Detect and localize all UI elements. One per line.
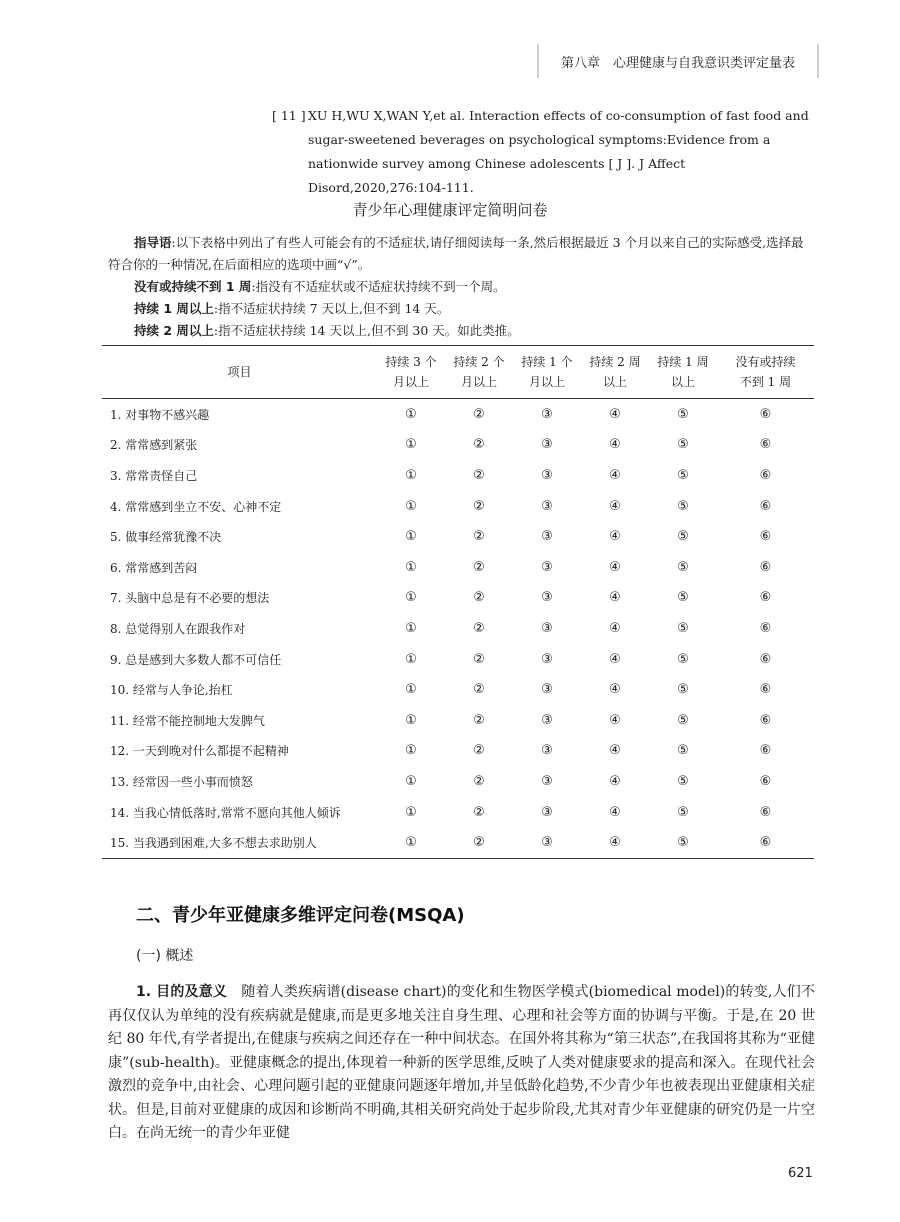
option-choice[interactable]: ③ bbox=[541, 498, 553, 514]
definition-term: 持续 1 周以上 bbox=[134, 301, 214, 316]
item-label: 10. 经常与人争论,抬杠 bbox=[110, 683, 233, 698]
subsection-title: (一) 概述 bbox=[136, 948, 194, 964]
option-choice[interactable]: ② bbox=[473, 498, 485, 514]
option-choice[interactable]: ⑥ bbox=[759, 406, 772, 422]
column-header: 持续 2 个 月以上 bbox=[453, 355, 505, 389]
item-column-header: 项目 bbox=[227, 365, 252, 379]
item-label: 2. 常常感到紧张 bbox=[110, 438, 198, 453]
reference-text: XU H,WU X,WAN Y,et al. Interaction effects of co-consumption of fast food and sugar-sweetened beverages on psychological symptoms:Evidence from a nationwide survey among Chinese adolescents [ J ]. J Affect Disord,2020,276:104-111. bbox=[308, 108, 809, 195]
table-row bbox=[102, 736, 814, 767]
item-label: 6. 常常感到苦闷 bbox=[110, 560, 198, 575]
option-choice[interactable]: ④ bbox=[609, 437, 621, 453]
option-choice[interactable]: ⑥ bbox=[759, 804, 772, 820]
item-label: 1. 对事物不感兴趣 bbox=[110, 407, 210, 422]
table-row bbox=[102, 460, 814, 491]
option-choice[interactable]: ② bbox=[473, 620, 485, 636]
definition-text: :指没有不适症状或不适症状持续不到一个周。 bbox=[251, 279, 506, 294]
option-choice[interactable]: ① bbox=[405, 559, 417, 575]
column-header: 持续 1 周 以上 bbox=[657, 355, 709, 389]
option-choice[interactable]: ② bbox=[473, 682, 485, 698]
option-choice[interactable]: ② bbox=[473, 712, 485, 728]
table-row bbox=[102, 674, 814, 705]
option-choice[interactable]: ③ bbox=[541, 529, 553, 545]
option-choice[interactable]: ⑤ bbox=[677, 620, 689, 636]
body-paragraph bbox=[108, 981, 815, 1146]
item-label: 12. 一天到晚对什么都提不起精神 bbox=[110, 744, 289, 759]
option-choice[interactable]: ② bbox=[473, 835, 485, 851]
option-choice[interactable]: ⑤ bbox=[677, 804, 689, 820]
option-choice[interactable]: ② bbox=[473, 529, 485, 545]
option-choice[interactable]: ④ bbox=[609, 529, 621, 545]
option-choice[interactable]: ⑥ bbox=[759, 620, 772, 636]
option-choice[interactable]: ③ bbox=[541, 590, 553, 606]
option-choice[interactable]: ⑥ bbox=[759, 467, 772, 483]
option-choice[interactable]: ③ bbox=[541, 804, 553, 820]
option-choice[interactable]: ① bbox=[405, 406, 417, 422]
table-row bbox=[102, 552, 814, 583]
option-choice[interactable]: ② bbox=[473, 406, 485, 422]
table-row bbox=[102, 583, 814, 614]
guide-label: 指导语 bbox=[134, 235, 172, 250]
column-header: 没有或持续 不到 1 周 bbox=[735, 355, 796, 389]
option-choice[interactable]: ⑥ bbox=[759, 529, 772, 545]
item-label: 8. 总觉得别人在跟我作对 bbox=[110, 621, 246, 636]
option-choice[interactable]: ② bbox=[473, 590, 485, 606]
option-choice[interactable]: ⑥ bbox=[759, 773, 772, 789]
table-row bbox=[102, 521, 814, 552]
option-choice[interactable]: ③ bbox=[541, 406, 553, 422]
definition-text: :指不适症状持续 7 天以上,但不到 14 天。 bbox=[213, 301, 450, 316]
option-choice[interactable]: ⑥ bbox=[759, 590, 772, 606]
table-row bbox=[102, 797, 814, 828]
option-choice[interactable]: ④ bbox=[609, 804, 621, 820]
option-choice[interactable]: ⑥ bbox=[759, 682, 772, 698]
option-choice[interactable]: ② bbox=[473, 559, 485, 575]
reference-entry bbox=[272, 104, 817, 200]
option-choice[interactable]: ① bbox=[405, 835, 417, 851]
option-choice[interactable]: ① bbox=[405, 498, 417, 514]
option-choice[interactable]: ⑤ bbox=[677, 712, 689, 728]
option-choice[interactable]: ② bbox=[473, 651, 485, 667]
option-choice[interactable]: ⑤ bbox=[677, 682, 689, 698]
definition-line bbox=[108, 320, 815, 342]
option-choice[interactable]: ② bbox=[473, 804, 485, 820]
option-choice[interactable]: ② bbox=[473, 773, 485, 789]
option-choice[interactable]: ① bbox=[405, 437, 417, 453]
option-choice[interactable]: ④ bbox=[609, 620, 621, 636]
option-choice[interactable]: ① bbox=[405, 590, 417, 606]
option-choice[interactable]: ④ bbox=[609, 773, 621, 789]
column-header: 持续 1 个 月以上 bbox=[521, 355, 573, 389]
option-choice[interactable]: ⑤ bbox=[677, 743, 689, 759]
table-row bbox=[102, 827, 814, 858]
option-choice[interactable]: ③ bbox=[541, 712, 553, 728]
table-row bbox=[102, 491, 814, 522]
questionnaire-instructions bbox=[108, 232, 815, 342]
option-choice[interactable]: ④ bbox=[609, 682, 621, 698]
definition-line bbox=[108, 276, 815, 298]
item-label: 5. 做事经常犹豫不决 bbox=[110, 530, 222, 545]
option-choice[interactable]: ⑥ bbox=[759, 743, 772, 759]
definition-text: :指不适症状持续 14 天以上,但不到 30 天。如此类推。 bbox=[213, 323, 520, 338]
option-choice[interactable]: ⑤ bbox=[677, 773, 689, 789]
option-choice[interactable]: ⑤ bbox=[677, 651, 689, 667]
questionnaire-table bbox=[102, 345, 814, 859]
page-number: 621 bbox=[788, 1166, 813, 1181]
item-label: 14. 当我心情低落时,常常不愿向其他人倾诉 bbox=[110, 805, 341, 820]
option-choice[interactable]: ① bbox=[405, 773, 417, 789]
paragraph-label: 1. 目的及意义 bbox=[136, 984, 228, 1000]
definition-line bbox=[108, 298, 815, 320]
option-choice[interactable]: ⑤ bbox=[677, 559, 689, 575]
option-choice[interactable]: ⑤ bbox=[677, 835, 689, 851]
option-choice[interactable]: ⑤ bbox=[677, 467, 689, 483]
section-title: 二、青少年亚健康多维评定问卷(MSQA) bbox=[136, 905, 465, 926]
option-choice[interactable]: ⑥ bbox=[759, 437, 772, 453]
item-label: 15. 当我遇到困难,大多不想去求助别人 bbox=[110, 836, 317, 851]
table-row bbox=[102, 399, 814, 430]
option-choice[interactable]: ④ bbox=[609, 590, 621, 606]
option-choice[interactable]: ④ bbox=[609, 559, 621, 575]
item-label: 4. 常常感到坐立不安、心神不定 bbox=[110, 499, 282, 514]
option-choice[interactable]: ⑥ bbox=[759, 498, 772, 514]
table-row bbox=[102, 705, 814, 736]
option-choice[interactable]: ① bbox=[405, 529, 417, 545]
option-choice[interactable]: ① bbox=[405, 743, 417, 759]
option-choice[interactable]: ⑤ bbox=[677, 498, 689, 514]
item-label: 7. 头脑中总是有不必要的想法 bbox=[110, 591, 270, 606]
option-choice[interactable]: ⑥ bbox=[759, 559, 772, 575]
option-choice[interactable]: ③ bbox=[541, 620, 553, 636]
option-choice[interactable]: ③ bbox=[541, 559, 553, 575]
option-choice[interactable]: ⑤ bbox=[677, 590, 689, 606]
table-row bbox=[102, 430, 814, 461]
option-choice[interactable]: ⑥ bbox=[759, 835, 772, 851]
option-choice[interactable]: ② bbox=[473, 437, 485, 453]
running-header bbox=[537, 44, 819, 78]
option-choice[interactable]: ④ bbox=[609, 712, 621, 728]
option-choice[interactable]: ① bbox=[405, 712, 417, 728]
option-choice[interactable]: ① bbox=[405, 682, 417, 698]
option-choice[interactable]: ③ bbox=[541, 773, 553, 789]
option-choice[interactable]: ⑤ bbox=[677, 406, 689, 422]
option-choice[interactable]: ① bbox=[405, 804, 417, 820]
chapter-title: 第八章 心理健康与自我意识类评定量表 bbox=[560, 55, 795, 71]
definition-term: 持续 2 周以上 bbox=[134, 323, 214, 338]
table-row bbox=[102, 644, 814, 675]
option-choice[interactable]: ④ bbox=[609, 498, 621, 514]
guide-text: :以下表格中列出了有些人可能会有的不适症状,请仔细阅读每一条,然后根据最近 3 个月以来自己的实际感受,选择最符合你的一种情况,在后面相应的选项中画“√”。 bbox=[108, 235, 804, 272]
option-choice[interactable]: ③ bbox=[541, 467, 553, 483]
option-choice[interactable]: ④ bbox=[609, 467, 621, 483]
option-choice[interactable]: ④ bbox=[609, 406, 621, 422]
item-label: 3. 常常责怪自己 bbox=[110, 468, 198, 483]
option-choice[interactable]: ⑤ bbox=[677, 529, 689, 545]
option-choice[interactable]: ② bbox=[473, 743, 485, 759]
option-choice[interactable]: ⑥ bbox=[759, 712, 772, 728]
table-header-row bbox=[102, 346, 814, 399]
option-choice[interactable]: ③ bbox=[541, 437, 553, 453]
option-choice[interactable]: ① bbox=[405, 651, 417, 667]
item-label: 11. 经常不能控制地大发脾气 bbox=[110, 713, 265, 728]
option-choice[interactable]: ② bbox=[473, 467, 485, 483]
option-choice[interactable]: ⑥ bbox=[759, 651, 772, 667]
option-choice[interactable]: ③ bbox=[541, 743, 553, 759]
item-label: 9. 总是感到大多数人都不可信任 bbox=[110, 652, 282, 667]
reference-number: [ 11 ] bbox=[272, 108, 306, 123]
column-header: 持续 3 个 月以上 bbox=[385, 355, 437, 389]
option-choice[interactable]: ④ bbox=[609, 651, 621, 667]
table-row bbox=[102, 766, 814, 797]
option-choice[interactable]: ③ bbox=[541, 651, 553, 667]
option-choice[interactable]: ⑤ bbox=[677, 437, 689, 453]
item-label: 13. 经常因一些小事而愤怒 bbox=[110, 774, 253, 789]
guide-paragraph bbox=[108, 232, 815, 276]
option-choice[interactable]: ③ bbox=[541, 835, 553, 851]
option-choice[interactable]: ① bbox=[405, 620, 417, 636]
paragraph-text: 随着人类疾病谱(disease chart)的变化和生物医学模式(biomedical model)的转变,人们不再仅仅认为单纯的没有疾病就是健康,而是更多地关注自身生理、心理和社会等方面的协调与平衡。于是,在 20 世纪 80 年代,有学者提出,在健康与疾病之间还存在一种中间状态。在国外将其称为“第三状态”,在我国将其称为“亚健康”(sub-health)。亚健康概念的提出,体现着一种新的医学思维,反映了人类对健康要求的提高和深入。在现代社会激烈的竞争中,由社会、心理问题引起的亚健康问题逐年增加,并呈低龄化趋势,不少青少年也被表现出亚健康相关症状。但是,目前对亚健康的成因和诊断尚不明确,其相关研究尚处于起步阶段,尤其对青少年亚健康的研究仍是一片空白。在尚无统一的青少年亚健 bbox=[108, 984, 815, 1141]
questionnaire-title: 青少年心理健康评定简明问卷 bbox=[352, 201, 548, 219]
option-choice[interactable]: ① bbox=[405, 467, 417, 483]
option-choice[interactable]: ④ bbox=[609, 743, 621, 759]
definition-term: 没有或持续不到 1 周 bbox=[134, 279, 252, 294]
column-header: 持续 2 周 以上 bbox=[589, 355, 641, 389]
option-choice[interactable]: ③ bbox=[541, 682, 553, 698]
option-choice[interactable]: ④ bbox=[609, 835, 621, 851]
table-row bbox=[102, 613, 814, 644]
